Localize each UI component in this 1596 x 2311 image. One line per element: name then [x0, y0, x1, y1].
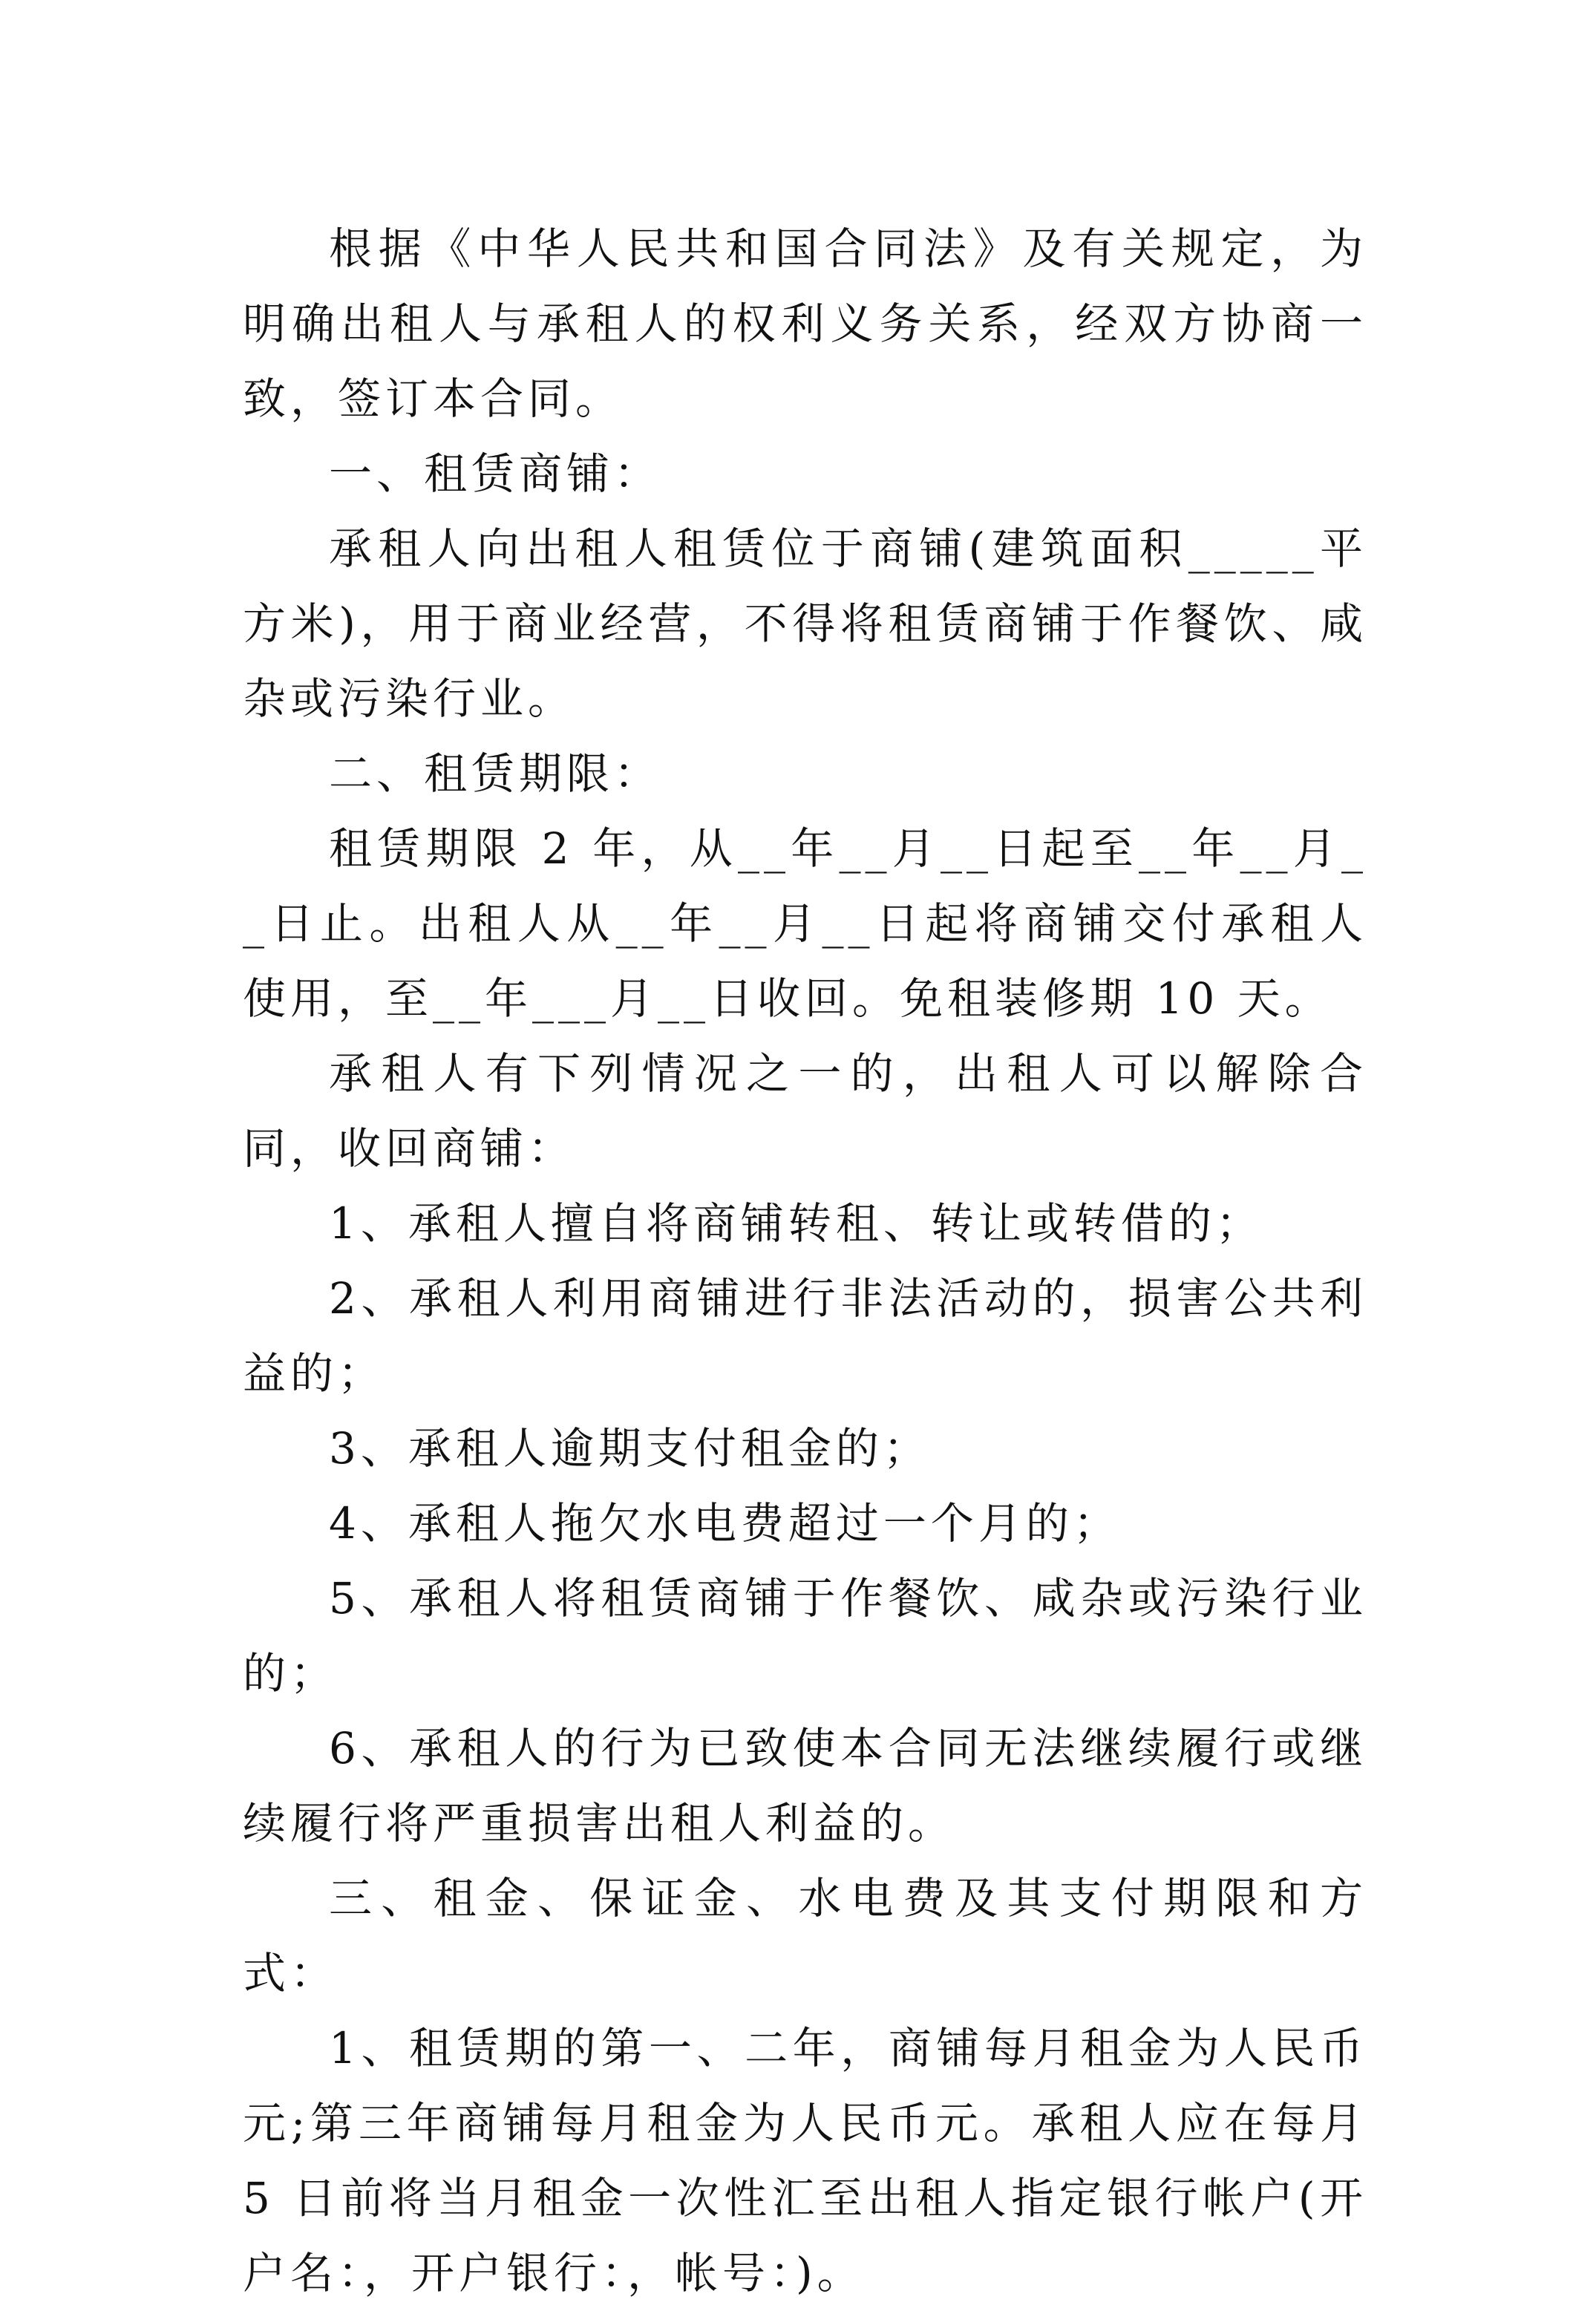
termination-intro: 承租人有下列情况之一的，出租人可以解除合同，收回商铺：: [243, 1048, 1367, 1174]
termination-item-3: 3、承租人逾期支付租金的；: [329, 1423, 931, 1474]
termination-item-6: 6、承租人的行为已致使本合同无法继续履行或继续履行将严重损害出租人利益的。: [243, 1723, 1367, 1849]
rent-payment-paragraph: 1、租赁期的第一、二年，商铺每月租金为人民币元;第三年商铺每月租金为人民币元。承租人应在每月 5 日前将当月租金一次性汇至出租人指定银行帐户(开户名：，开户银行：，帐号：)。: [243, 2023, 1367, 2298]
termination-item-4: 4、承租人拖欠水电费超过一个月的；: [329, 1498, 1121, 1549]
contract-body: [243, 212, 1367, 2311]
section-2-heading: 二、租赁期限：: [329, 748, 662, 799]
section-1-heading: 一、租赁商铺：: [329, 448, 662, 499]
termination-item-5: 5、承租人将租赁商铺于作餐饮、咸杂或污染行业的；: [243, 1573, 1367, 1699]
section-3-heading: 三、租金、保证金、水电费及其支付期限和方式：: [243, 1873, 1367, 1998]
termination-item-1: 1、承租人擅自将商铺转租、转让或转借的；: [329, 1198, 1263, 1249]
termination-item-2: 2、承租人利用商铺进行非法活动的，损害公共利益的；: [243, 1273, 1367, 1399]
intro-paragraph: 根据《中华人民共和国合同法》及有关规定，为明确出租人与承租人的权利义务关系，经双方协商一致，签订本合同。: [243, 223, 1367, 424]
lease-term-paragraph: 租赁期限 2 年，从__年__月__日起至__年__月__日止。出租人从__年__月__日起将商铺交付承租人使用，至__年___月__日收回。免租装修期 10 天。: [243, 823, 1367, 1024]
section-1-paragraph: 承租人向出租人租赁位于商铺(建筑面积_____平方米)，用于商业经营，不得将租赁商铺于作餐饮、咸杂或污染行业。: [243, 523, 1367, 724]
